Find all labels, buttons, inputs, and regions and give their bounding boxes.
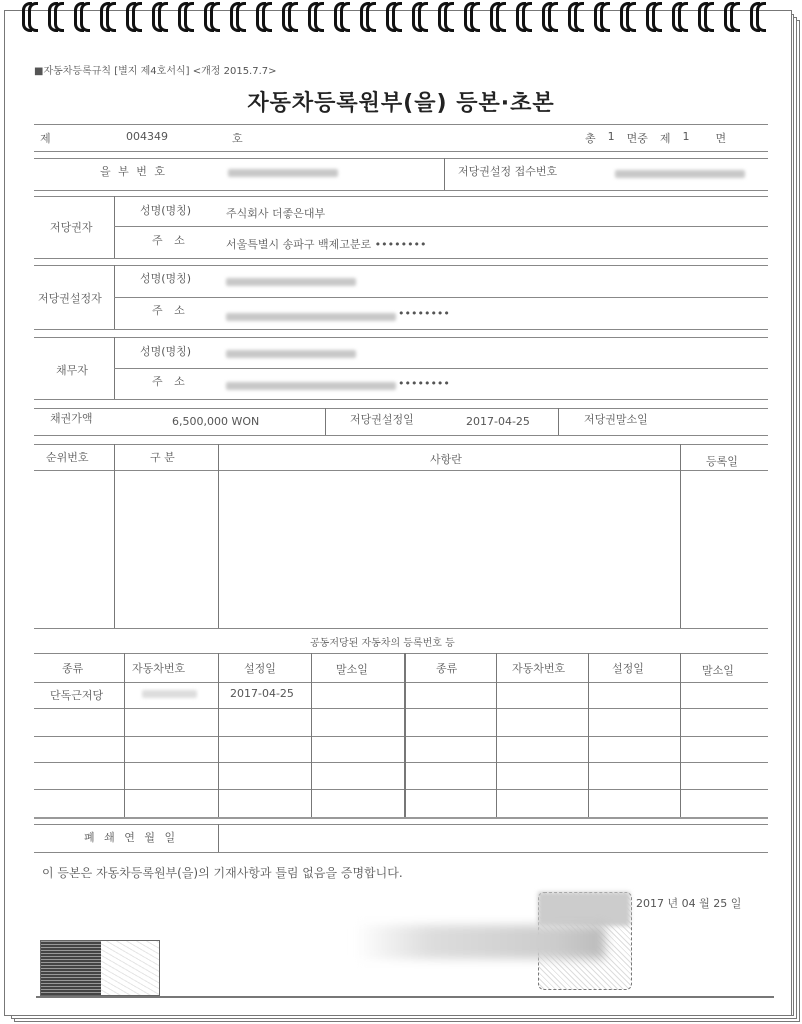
divider — [34, 444, 768, 445]
page-unit: 면 — [715, 132, 727, 145]
mortgagee-name: 주식회사 더좋은대부 — [226, 207, 326, 220]
certification-statement: 이 등본은 자동차등록원부(을)의 기재사항과 틀림 없음을 증명합니다. — [42, 866, 403, 880]
document-number: 004349 — [126, 130, 168, 143]
divider — [34, 124, 768, 125]
party-address-label: 주 소 — [152, 234, 189, 247]
divider — [114, 444, 115, 628]
spiral-binding — [18, 0, 798, 32]
binding-ring-icon — [668, 0, 694, 30]
issuer-name-redacted — [355, 925, 605, 959]
binding-ring-icon — [96, 0, 122, 30]
divider — [34, 653, 768, 654]
divider — [34, 151, 768, 152]
binding-ring-icon — [356, 0, 382, 30]
binding-ring-icon — [486, 0, 512, 30]
joint-header-cancel-date: 말소일 — [336, 663, 368, 676]
binding-ring-icon — [70, 0, 96, 30]
divider — [444, 158, 445, 190]
binding-ring-icon — [174, 0, 200, 30]
document-title: 자동차등록원부(을) 등본·초본 — [247, 91, 555, 116]
divider — [34, 470, 768, 471]
divider — [34, 158, 768, 159]
binding-ring-icon — [746, 0, 772, 30]
mortgagee-address: 서울특별시 송파구 백제고분로 •••••••• — [226, 238, 427, 251]
page-middle-label: 면중 — [626, 132, 648, 145]
page-total: 1 — [607, 130, 615, 143]
divider — [114, 196, 115, 258]
divider — [218, 444, 219, 628]
joint-header-vehicle-number: 자동차번호 — [132, 662, 186, 675]
binding-ring-icon — [512, 0, 538, 30]
divider — [34, 399, 768, 400]
joint-section-title: 공동저당된 자동차의 등록번호 등 — [310, 638, 455, 649]
footer-divider — [36, 996, 774, 998]
binding-ring-icon — [434, 0, 460, 30]
binding-ring-icon — [590, 0, 616, 30]
binding-ring-icon — [538, 0, 564, 30]
binding-ring-icon — [694, 0, 720, 30]
divider — [34, 329, 768, 330]
binding-ring-icon — [330, 0, 356, 30]
joint-header-type: 종류 — [62, 662, 84, 675]
binding-ring-icon — [200, 0, 226, 30]
party-address-label: 주 소 — [152, 375, 189, 388]
divider — [218, 824, 219, 852]
mortgage-receipt-label: 저당권설정 접수번호 — [458, 165, 558, 178]
binding-ring-icon — [720, 0, 746, 30]
binding-ring-icon — [148, 0, 174, 30]
page-total-label: 총 — [585, 132, 596, 145]
divider — [34, 682, 768, 683]
closure-label: 폐 쇄 연 월 일 — [84, 831, 179, 844]
number-suffix: 호 — [232, 132, 243, 145]
set-date-label: 저당권설정일 — [350, 413, 414, 426]
debtor-address — [226, 382, 396, 390]
binding-ring-icon — [18, 0, 44, 30]
divider — [34, 265, 768, 266]
binding-ring-icon — [278, 0, 304, 30]
divider — [680, 444, 681, 628]
divider — [34, 708, 768, 709]
barcode-light-pattern — [101, 941, 159, 995]
certification-date: 2017 년 04 월 25 일 — [636, 897, 742, 910]
cancel-date-label: 저당권말소일 — [584, 413, 648, 426]
divider — [34, 337, 768, 338]
divider — [114, 368, 768, 369]
party-name-label: 성명(명칭) — [140, 204, 192, 217]
divider — [588, 653, 589, 817]
party-role-debtor: 채무자 — [56, 364, 88, 377]
divider — [34, 435, 768, 436]
divider — [34, 817, 768, 819]
divider — [325, 408, 326, 435]
history-header-reg-date: 등록일 — [706, 455, 738, 468]
divider — [34, 852, 768, 853]
joint-header-set-date-2: 설정일 — [612, 662, 644, 675]
mortgagor-name — [226, 278, 356, 286]
history-header-category: 구 분 — [150, 451, 175, 464]
eulbu-number-value — [228, 169, 338, 177]
divider — [311, 653, 312, 817]
divider — [34, 762, 768, 763]
binding-ring-icon — [408, 0, 434, 30]
binding-ring-icon — [226, 0, 252, 30]
party-role-mortgagee: 저당권자 — [50, 221, 93, 234]
binding-ring-icon — [304, 0, 330, 30]
page-current: 1 — [682, 130, 690, 143]
divider — [34, 408, 768, 409]
divider — [34, 789, 768, 790]
divider — [34, 196, 768, 197]
form-reference: ■자동차등록규칙 [별지 제4호서식] <개정 2015.7.7> — [34, 66, 277, 77]
party-address-label: 주 소 — [152, 304, 189, 317]
claim-amount-label: 채권가액 — [50, 412, 93, 425]
divider — [114, 226, 768, 227]
joint-header-cancel-date-2: 말소일 — [702, 664, 734, 677]
binding-ring-icon — [460, 0, 486, 30]
mortgagor-address — [226, 313, 396, 321]
binding-ring-icon — [252, 0, 278, 30]
page-count — [585, 130, 726, 146]
eulbu-number-label: 을 부 번 호 — [100, 165, 167, 178]
set-date-value: 2017-04-25 — [466, 415, 530, 428]
divider — [34, 736, 768, 737]
binding-ring-icon — [642, 0, 668, 30]
divider — [114, 297, 768, 298]
debtor-address-mask: •••••••• — [398, 377, 450, 390]
party-name-label: 성명(명칭) — [140, 272, 192, 285]
claim-amount-value: 6,500,000 WON — [172, 415, 260, 428]
seal-redaction — [538, 892, 630, 926]
security-barcode-icon — [40, 940, 160, 996]
party-role-mortgagor: 저당권설정자 — [38, 292, 102, 305]
divider — [34, 628, 768, 629]
binding-ring-icon — [44, 0, 70, 30]
joint-header-type-2: 종류 — [436, 662, 458, 675]
mortgage-receipt-value — [615, 170, 745, 178]
divider — [34, 258, 768, 259]
barcode-dark-pattern — [41, 941, 101, 995]
binding-ring-icon — [564, 0, 590, 30]
divider — [124, 653, 125, 817]
binding-ring-icon — [382, 0, 408, 30]
divider — [558, 408, 559, 435]
divider — [680, 653, 681, 817]
history-header-details: 사항란 — [430, 453, 462, 466]
joint-row-type: 단독근저당 — [50, 689, 104, 702]
history-header-rank: 순위번호 — [46, 451, 89, 464]
divider — [34, 190, 768, 191]
divider — [218, 653, 219, 817]
joint-header-set-date: 설정일 — [244, 662, 276, 675]
divider — [496, 653, 497, 817]
mortgagor-address-mask: •••••••• — [398, 307, 450, 320]
number-prefix: 제 — [40, 132, 51, 145]
joint-row-vehicle-number — [142, 690, 197, 698]
binding-ring-icon — [616, 0, 642, 30]
party-name-label: 성명(명칭) — [140, 345, 192, 358]
debtor-name — [226, 350, 356, 358]
joint-row-set-date: 2017-04-25 — [230, 687, 294, 700]
page-current-label: 제 — [659, 132, 671, 145]
divider — [404, 653, 406, 817]
binding-ring-icon — [122, 0, 148, 30]
divider — [34, 824, 768, 825]
joint-header-vehicle-number-2: 자동차번호 — [512, 662, 566, 675]
